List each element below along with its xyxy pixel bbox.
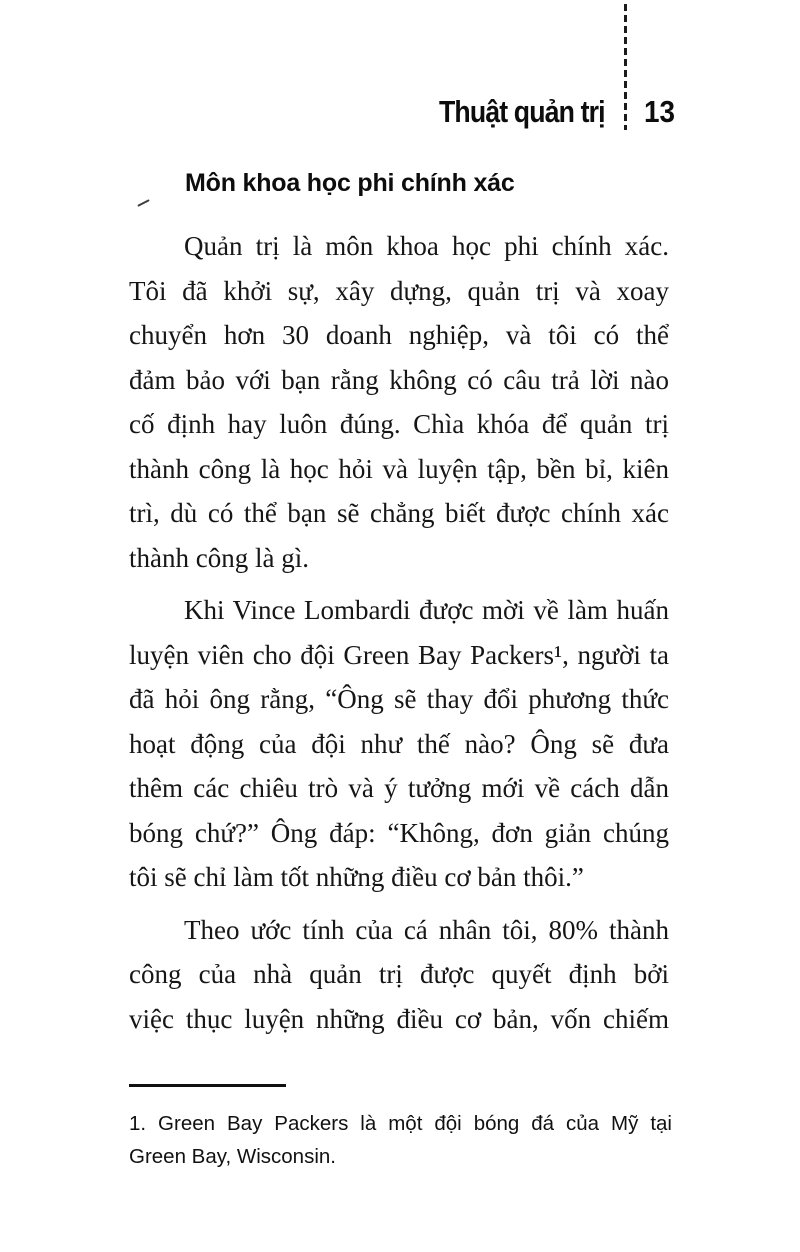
footnote-line: 1. Green Bay Packers là một đội bóng đá của Mỹ tại xyxy=(129,1112,672,1135)
body-line: Theo ước tính của cá nhân tôi, 80% thành xyxy=(184,914,669,945)
running-title: Thuật quản trị xyxy=(439,94,605,129)
section-heading: Môn khoa học phi chính xác xyxy=(185,169,515,197)
body-line: luyện viên cho đội Green Bay Packers¹, người ta xyxy=(129,639,669,670)
body-line: chuyển hơn 30 doanh nghiệp, và tôi có thể xyxy=(129,320,669,350)
body-line: công của nhà quản trị được quyết định bởi xyxy=(129,959,669,989)
body-line: đã hỏi ông rằng, “Ông sẽ thay đổi phương thức xyxy=(129,684,669,714)
body-line: tôi sẽ chỉ làm tốt những điều cơ bản thôi.” xyxy=(129,862,584,892)
footnote-rule xyxy=(129,1084,286,1087)
body-line: bóng chứ?” Ông đáp: “Không, đơn giản chúng xyxy=(129,817,669,848)
body-line: thành công là gì. xyxy=(129,542,309,573)
paragraph xyxy=(129,588,669,900)
page-number: 13 xyxy=(644,94,676,129)
body-line: việc thục luyện những điều cơ bản, vốn chiếm xyxy=(129,1003,669,1034)
paragraph xyxy=(129,908,669,1042)
footnote-line: Green Bay, Wisconsin. xyxy=(129,1144,336,1168)
paragraph xyxy=(129,224,669,580)
body-line: đảm bảo với bạn rằng không có câu trả lời nào xyxy=(129,364,669,395)
body-line: thành công là học hỏi và luyện tập, bền bỉ, kiên xyxy=(129,453,669,484)
body-line: hoạt động của đội như thế nào? Ông sẽ đưa xyxy=(129,728,669,759)
body-line: Tôi đã khởi sự, xây dựng, quản trị và xoay xyxy=(129,275,669,306)
body-line: cố định hay luôn đúng. Chìa khóa để quản trị xyxy=(129,409,669,439)
body-line: thêm các chiêu trò và ý tưởng mới về cách dẫn xyxy=(129,773,669,803)
footnote xyxy=(129,1084,672,1173)
text-column xyxy=(129,168,669,1049)
body-line: Quản trị là môn khoa học phi chính xác. xyxy=(184,231,669,261)
body-line: trì, dù có thể bạn sẽ chẳng biết được chính xác xyxy=(129,498,669,528)
body-line: Khi Vince Lombardi được mời về làm huấn xyxy=(184,595,669,625)
header-dashed-divider xyxy=(624,4,627,130)
